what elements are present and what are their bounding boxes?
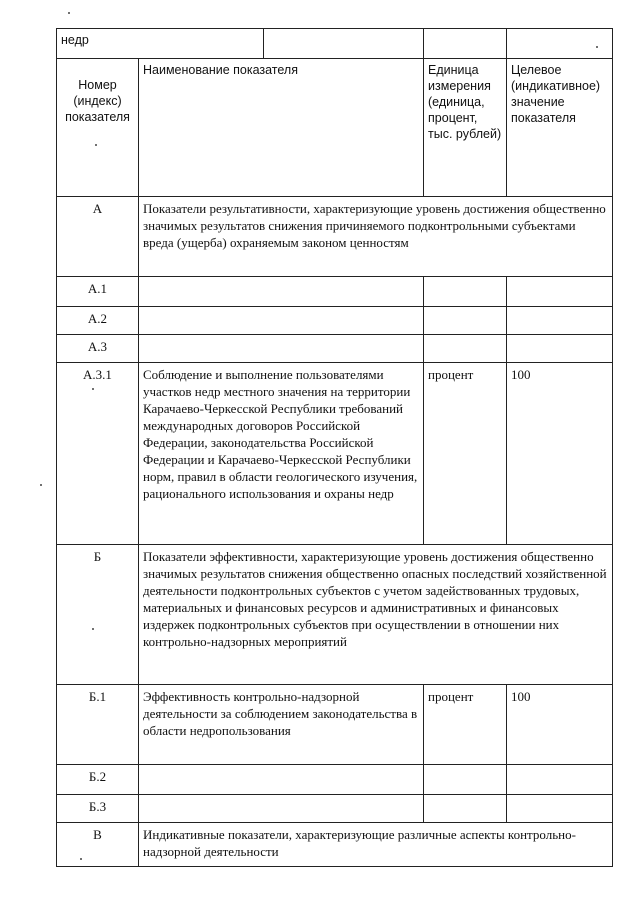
row-name: Соблюдение и выполнение пользователями участков недр местного значения на территории Карачаево-Черкесской Республики требований международных договоров Российской Федерации, законодательства Российской Федерации и Карачаево-Черкесской Республики норм, правил в области геологического изучения, рационального использования и охраны недр	[139, 363, 424, 545]
header-target: Целевое (индикативное) значение показателя	[507, 59, 613, 197]
row-unit: процент	[424, 685, 507, 765]
row-code: А.1	[57, 277, 139, 307]
row-name	[139, 795, 424, 823]
table-row-top	[57, 29, 613, 59]
row-name	[139, 335, 424, 363]
row-code: А.2	[57, 307, 139, 335]
row-value: 100	[507, 685, 613, 765]
table-header-row	[57, 59, 613, 197]
header-number: Номер (индекс) показателя	[57, 59, 139, 197]
row-unit	[424, 795, 507, 823]
table-row	[57, 363, 613, 545]
row-value: 100	[507, 363, 613, 545]
scan-speck	[68, 12, 70, 14]
scan-speck	[95, 144, 97, 146]
row-name	[139, 277, 424, 307]
row-code: Б	[57, 545, 139, 685]
row-code: Б.3	[57, 795, 139, 823]
row-code: А.3	[57, 335, 139, 363]
row-unit	[424, 335, 507, 363]
row-value	[507, 795, 613, 823]
row-code: А	[57, 197, 139, 277]
section-text: Индикативные показатели, характеризующие различные аспекты контрольно-надзорной деятельности	[139, 823, 613, 867]
row-value	[507, 307, 613, 335]
row-unit	[424, 765, 507, 795]
section-row-v	[57, 823, 613, 867]
row-value	[507, 335, 613, 363]
scan-speck	[92, 628, 94, 630]
table-row	[57, 307, 613, 335]
row-unit	[424, 307, 507, 335]
header-unit: Единица измерения (единица, процент, тыс. рублей)	[424, 59, 507, 197]
row-code: В	[57, 823, 139, 867]
row-value	[507, 277, 613, 307]
top-row-empty-cell	[264, 29, 424, 59]
header-name: Наименование показателя	[139, 59, 424, 197]
row-name	[139, 307, 424, 335]
row-code: Б.1	[57, 685, 139, 765]
top-row-text: недр	[57, 29, 264, 59]
scan-speck	[92, 388, 94, 390]
top-row-empty-cell	[507, 29, 613, 59]
row-unit	[424, 277, 507, 307]
scan-speck	[40, 484, 42, 486]
row-name	[139, 765, 424, 795]
row-unit: процент	[424, 363, 507, 545]
table-row	[57, 765, 613, 795]
table-row	[57, 685, 613, 765]
section-row-b	[57, 545, 613, 685]
section-text: Показатели результативности, характеризующие уровень достижения общественно значимых результатов снижения причиняемого подконтрольными субъектами вреда (ущерба) охраняемым законом ценностям	[139, 197, 613, 277]
row-value	[507, 765, 613, 795]
top-row-empty-cell	[424, 29, 507, 59]
section-text: Показатели эффективности, характеризующие уровень достижения общественно значимых результатов снижения общественно опасных последствий хозяйственной деятельности подконтрольных субъектов с учетом задействованных трудовых, материальных и финансовых ресурсов и административных и финансовых издержек подконтрольных субъектов при осуществлении в отношении них контрольно-надзорных мероприятий	[139, 545, 613, 685]
table-row	[57, 335, 613, 363]
row-code: Б.2	[57, 765, 139, 795]
scan-speck	[596, 46, 598, 48]
indicators-table	[56, 28, 613, 867]
table-row	[57, 277, 613, 307]
section-row-a	[57, 197, 613, 277]
row-code: А.3.1	[57, 363, 139, 545]
scan-speck	[80, 858, 82, 860]
table-row	[57, 795, 613, 823]
row-name: Эффективность контрольно-надзорной деятельности за соблюдением законодательства в области недропользования	[139, 685, 424, 765]
